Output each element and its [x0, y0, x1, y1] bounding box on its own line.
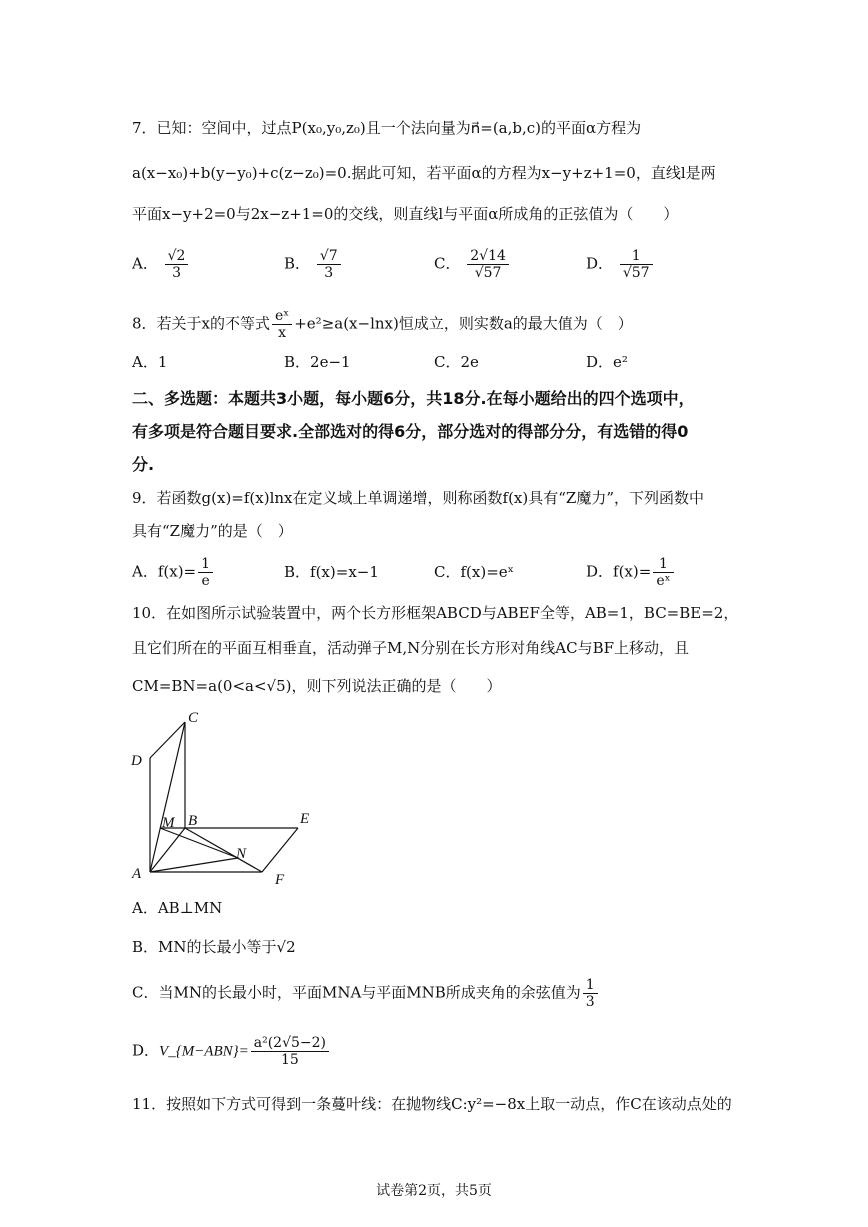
- segment-AN: [150, 858, 238, 872]
- geometry-figure: [120, 700, 340, 890]
- option-label: C．: [434, 563, 461, 581]
- label-F: F: [275, 872, 285, 888]
- q8-option-a: A．1: [132, 353, 168, 371]
- label-D: D: [131, 753, 142, 769]
- option-expression: f(x)=: [613, 562, 652, 581]
- q10-option-d: [132, 1035, 331, 1068]
- option-c-text: C．当MN的长最小时，平面MNA与平面MNB所成夹角的余弦值为: [132, 983, 581, 1002]
- q7-option-b: [284, 248, 343, 281]
- q10-line1: 10．在如图所示试验装置中，两个长方形框架ABCD与ABEF全等，AB=1，BC=BE=2，: [132, 604, 739, 622]
- fraction: $\frac{\text{a²(2√5−2)}}{15}$: [251, 1035, 329, 1068]
- q9-line1: 9．若函数g(x)=f(x)lnx在定义域上单调递增，则称函数f(x)具有“Z魔力”，下列函数中: [132, 489, 704, 507]
- q9-option-a: [132, 556, 215, 589]
- label-E: E: [300, 811, 310, 827]
- fraction: $\frac{1}{e}$: [198, 556, 213, 589]
- q9-option-d: [586, 556, 676, 589]
- volume-expression: V_{M−ABN}=: [159, 1043, 249, 1060]
- fraction: $\frac{1}{3}$: [583, 977, 598, 1010]
- q7-line2: a(x−x₀)+b(y−y₀)+c(z−z₀)=0.据此可知，若平面α的方程为x−y+z+1=0，直线l是两: [132, 164, 716, 182]
- option-expression: f(x)=: [157, 562, 197, 581]
- option-label: D．: [586, 254, 614, 273]
- label-M: M: [162, 815, 175, 831]
- q7-option-d: [586, 248, 655, 281]
- section-heading-line1: 二、多选题：本题共3小题，每小题6分，共18分.在每小题给出的四个选项中，: [132, 389, 695, 408]
- label-A: A: [132, 866, 142, 882]
- section-heading-line2: 有多项是符合题目要求.全部选对的得6分，部分选对的得部分分，有选错的得0: [132, 422, 689, 441]
- fraction: $\frac{\text{eˣ}}{x}$: [272, 308, 292, 341]
- q9-option-c: [434, 562, 514, 582]
- q7-option-c: [434, 248, 511, 281]
- option-label: D．: [586, 562, 614, 581]
- q10-line3: CM=BN=a(0<a<√5)，则下列说法正确的是（ ）: [132, 677, 502, 695]
- option-label: A．: [132, 254, 158, 273]
- q9-option-b: [284, 562, 379, 582]
- option-expression: f(x)=x−1: [310, 563, 379, 581]
- label-C: C: [188, 710, 199, 726]
- option-label: A．: [132, 562, 158, 581]
- section-heading-line3: 分.: [132, 455, 155, 474]
- fraction: $\frac{1}{\text{eˣ}}$: [653, 556, 673, 589]
- q9-line2: 具有“Z魔力”的是（ ）: [132, 522, 293, 540]
- page-footer: 试卷第2页，共5页: [376, 1183, 492, 1199]
- q8-option-c: C．2e: [434, 353, 479, 371]
- fraction: $\frac{√7}{3}$: [317, 248, 341, 281]
- option-label: B．: [284, 254, 311, 273]
- label-N: N: [236, 846, 247, 862]
- q8-option-d: D．e²: [586, 353, 628, 371]
- edge-EF: [262, 828, 298, 872]
- q7-line3: 平面x−y+2=0与2x−z+1=0的交线，则直线l与平面α所成角的正弦值为（ ）: [132, 205, 679, 223]
- fraction: $\frac{2√14}{√57}$: [467, 248, 509, 281]
- q10-option-c: [132, 977, 600, 1010]
- q7-option-a: [132, 248, 190, 281]
- q7-line1: 7．已知：空间中，过点P(x₀,y₀,z₀)且一个法向量为n⃗=(a,b,c)的平面α方程为: [132, 119, 642, 137]
- q8-stem: [132, 308, 633, 341]
- q10-option-a: A．AB⊥MN: [132, 899, 223, 917]
- option-label: C．: [434, 254, 461, 273]
- label-B: B: [188, 813, 198, 829]
- q10-line2: 且它们所在的平面互相垂直，活动弹子M,N分别在长方形对角线AC与BF上移动，且: [132, 639, 689, 657]
- fraction: $\frac{√2}{3}$: [165, 248, 189, 281]
- option-label: D．: [132, 1041, 160, 1060]
- fraction: $\frac{1}{√57}$: [620, 248, 653, 281]
- option-label: B．: [284, 563, 311, 581]
- segment-MN: [160, 828, 238, 858]
- q8-option-b: B．2e−1: [284, 353, 351, 371]
- q8-prefix: 8．若关于x的不等式: [132, 314, 271, 333]
- option-expression: f(x)=eˣ: [460, 563, 515, 581]
- diagonal-BF: [185, 828, 262, 872]
- q11-line1: 11．按照如下方式可得到一条蔓叶线：在抛物线C:y²=−8x上取一动点，作C在该动点处的: [132, 1095, 732, 1113]
- q10-option-b: B．MN的长最小等于√2: [132, 938, 296, 956]
- edge-DC: [150, 722, 185, 758]
- q8-suffix: +e²≥a(x−lnx)恒成立，则实数a的最大值为（ ）: [294, 314, 633, 333]
